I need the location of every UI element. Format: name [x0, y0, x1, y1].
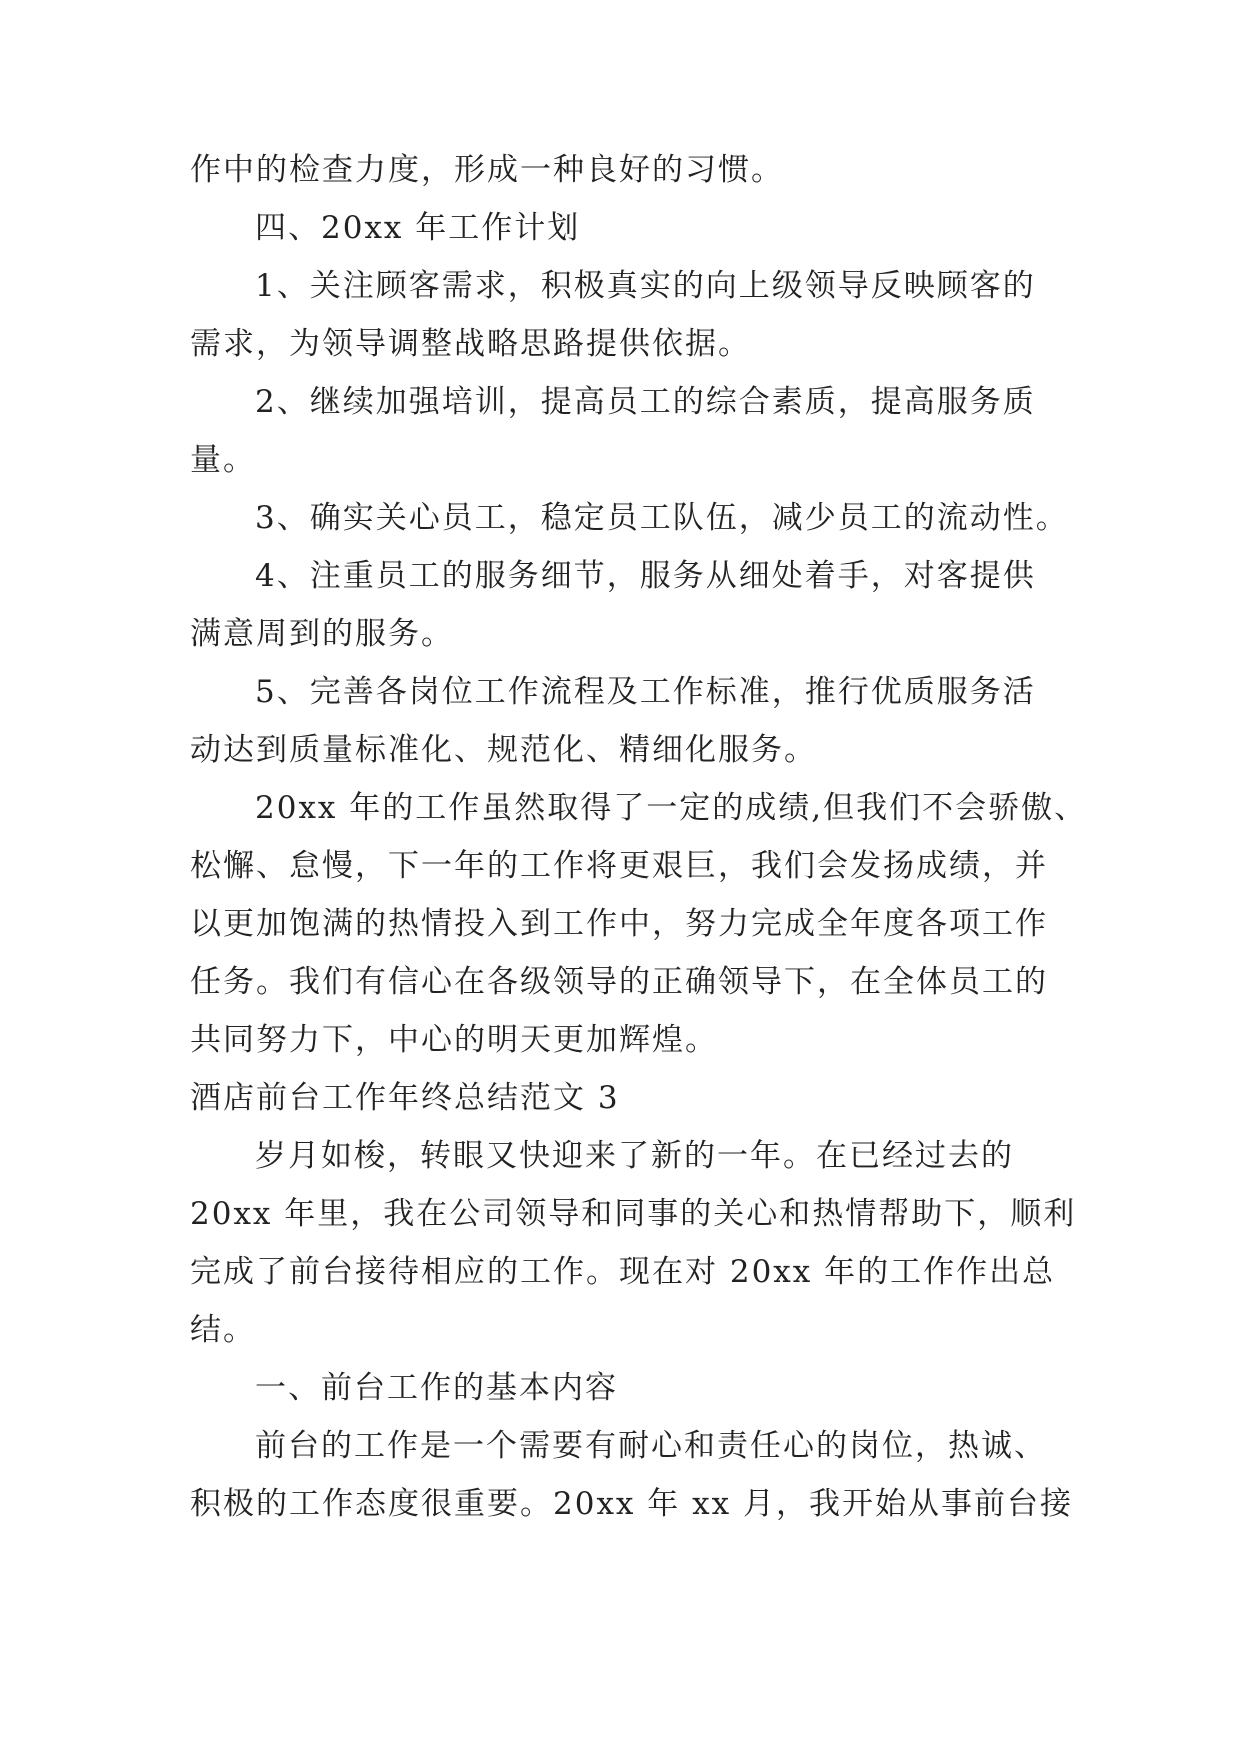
text-line: 岁月如梭，转眼又快迎来了新的一年。在已经过去的 [255, 1138, 1014, 1174]
text-line: 5、完善各岗位工作流程及工作标准，推行优质服务活 [255, 674, 1036, 710]
text-line: 任务。我们有信心在各级领导的正确领导下，在全体员工的 [190, 964, 1048, 1000]
text-line: 1、关注顾客需求，积极真实的向上级领导反映顾客的 [255, 268, 1036, 304]
text-line: 前台的工作是一个需要有耐心和责任心的岗位，热诚、 [255, 1428, 1047, 1464]
text-line: 3、确实关心员工，稳定员工队伍，减少员工的流动性。 [255, 500, 1069, 536]
text-line: 动达到质量标准化、规范化、精细化服务。 [190, 732, 817, 768]
text-line: 20xx 年的工作虽然取得了一定的成绩,但我们不会骄傲、 [255, 790, 1088, 826]
text-line: 完成了前台接待相应的工作。现在对 20xx 年的工作作出总 [190, 1254, 1056, 1290]
text-line: 松懈、怠慢，下一年的工作将更艰巨，我们会发扬成绩，并 [190, 848, 1048, 884]
section-heading: 四、20xx 年工作计划 [255, 210, 581, 246]
text-line: 4、注重员工的服务细节，服务从细处着手，对客提供 [255, 558, 1036, 594]
text-line: 共同努力下，中心的明天更加辉煌。 [190, 1022, 718, 1058]
section-heading: 一、前台工作的基本内容 [255, 1370, 618, 1406]
text-line: 量。 [190, 442, 256, 478]
text-line: 满意周到的服务。 [190, 616, 454, 652]
text-line: 积极的工作态度很重要。20xx 年 xx 月，我开始从事前台接 [190, 1486, 1073, 1522]
text-line: 结。 [190, 1312, 256, 1348]
text-line: 以更加饱满的热情投入到工作中，努力完成全年度各项工作 [190, 906, 1048, 942]
text-line: 20xx 年里，我在公司领导和同事的关心和热情帮助下，顺利 [190, 1196, 1077, 1232]
text-line: 2、继续加强培训，提高员工的综合素质，提高服务质 [255, 384, 1036, 420]
text-line: 作中的检查力度，形成一种良好的习惯。 [190, 152, 784, 188]
text-line: 需求，为领导调整战略思路提供依据。 [190, 326, 751, 362]
document-title: 酒店前台工作年终总结范文 3 [190, 1080, 620, 1116]
